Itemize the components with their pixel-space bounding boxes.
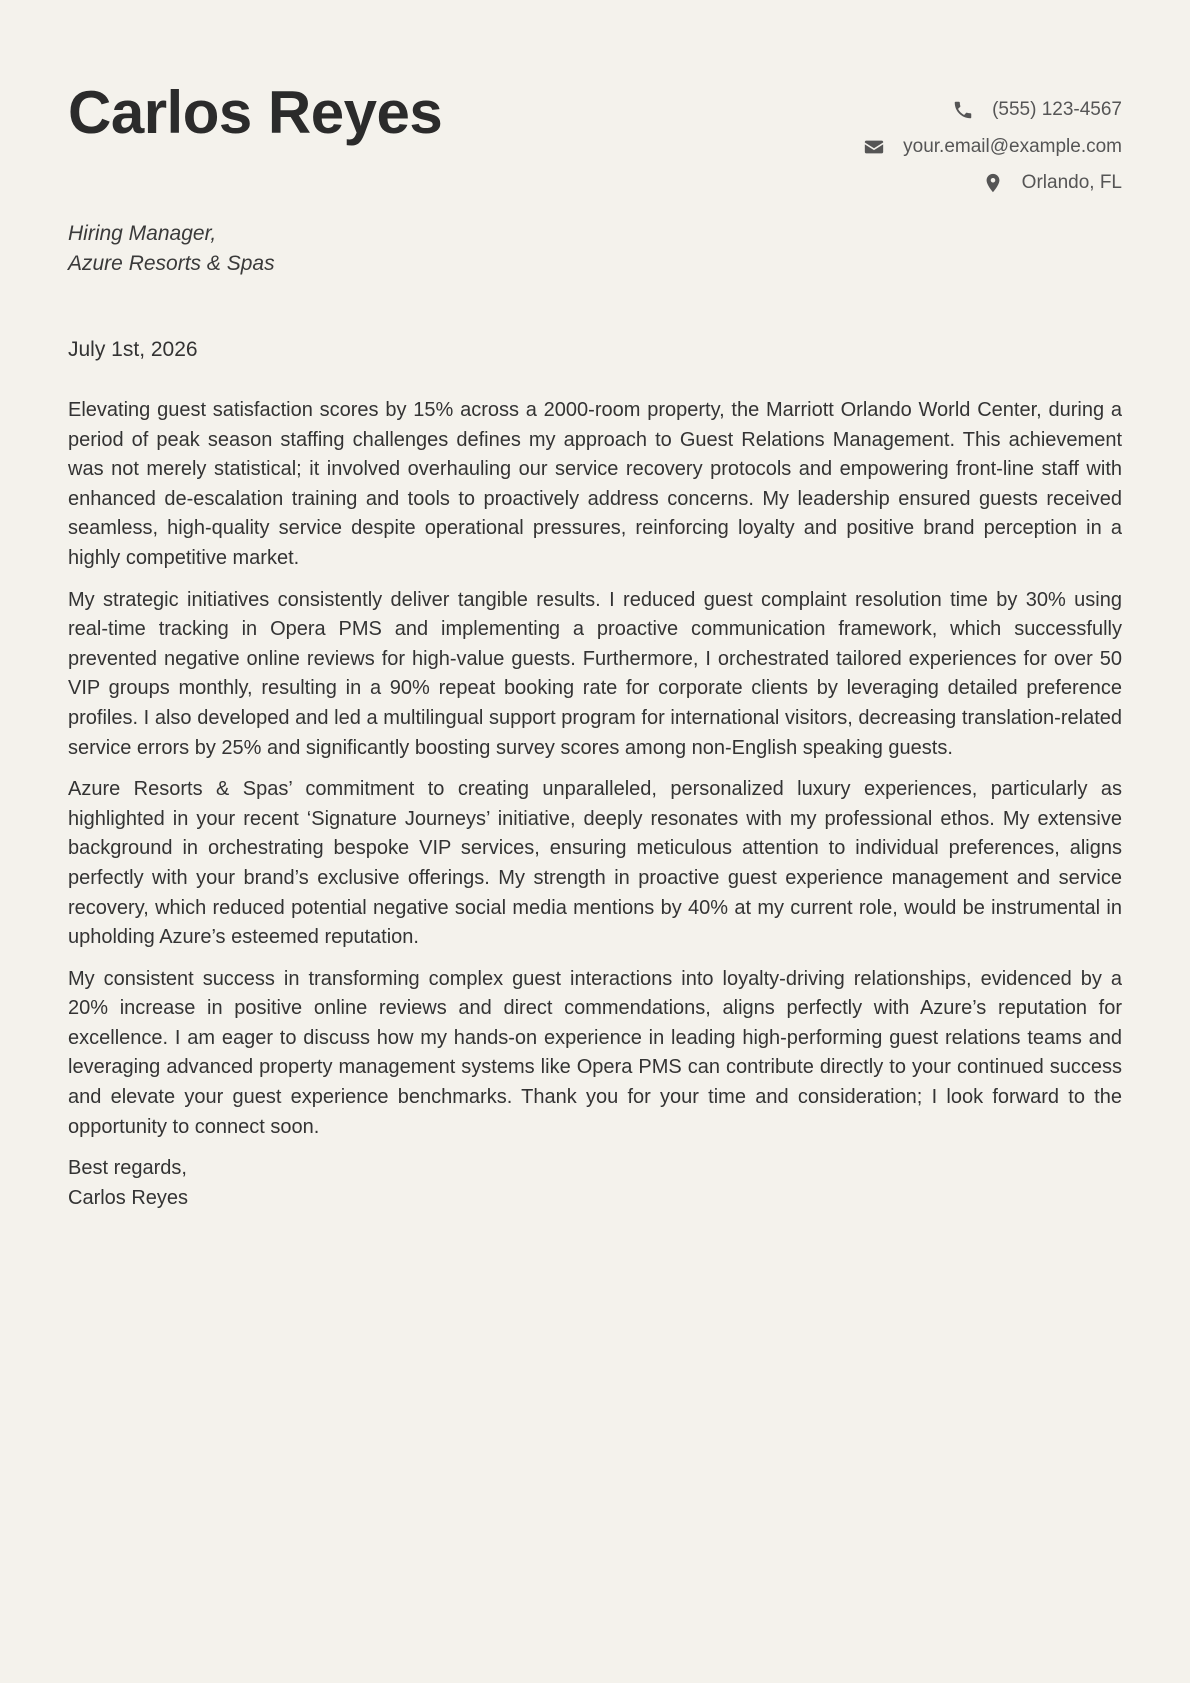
closing-signature: Carlos Reyes [68, 1186, 189, 1209]
recipient-block [68, 219, 275, 279]
contact-email [863, 129, 1122, 166]
body-paragraph: My strategic initiatives consistently deliver tangible results. I reduced guest complaint resolution time by 30% using real-time tracking in Opera PMS and implementing a proactive communication framework, which successfully prevented negative online reviews for high-value guests. Furthermore, I orchestrated tailored experiences for over 50 VIP groups monthly, resulting in a 90% repeat booking rate for corporate clients by leveraging detailed preference profiles. I also developed and led a multilingual support program for international visitors, decreasing translation-related service errors by 25% and significantly boosting survey scores among non-English speaking guests. [68, 588, 1122, 759]
location-text: Orlando, FL [1021, 172, 1122, 194]
phone-icon [952, 99, 974, 121]
contact-phone [863, 92, 1122, 129]
closing-block [68, 1154, 1122, 1213]
body-paragraph: Elevating guest satisfaction scores by 15% across a 2000-room property, the Marriott Orlando World Center, during a period of peak season staffing challenges defines my approach to Guest Relations Management. This achievement was not merely statistical; it involved overhauling our service recovery protocols and empowering front-line staff with enhanced de-escalation training and tools to proactively address concerns. My leadership ensured guests received seamless, high-quality service despite operational pressures, reinforcing loyalty and positive brand perception in a highly competitive market. [68, 399, 1122, 569]
phone-text: (555) 123-4567 [992, 99, 1122, 121]
letter-date: July 1st, 2026 [68, 338, 198, 361]
envelope-icon [863, 136, 885, 158]
applicant-name: Carlos Reyes [68, 79, 443, 146]
closing-salutation: Best regards, [68, 1157, 187, 1180]
recipient-company: Azure Resorts & Spas [68, 252, 275, 275]
body-paragraph: My consistent success in transforming complex guest interactions into loyalty-driving relationships, evidenced by a 20% increase in positive online reviews and direct commendations, aligns perfectly with Azure’s reputation for excellence. I am eager to discuss how my hands-on experience in leading high-performing guest relations teams and leveraging advanced property management systems like Opera PMS can contribute directly to your continued success and elevate your guest experience benchmarks. Thank you for your time and consideration; I look forward to the opportunity to connect soon. [68, 967, 1122, 1138]
contact-info [863, 92, 1122, 202]
map-pin-icon [982, 172, 1004, 194]
body-paragraph: Azure Resorts & Spas’ commitment to creating unparalleled, personalized luxury experiences, particularly as highlighted in your recent ‘Signature Journeys’ initiative, deeply resonates with my professional ethos. My extensive background in orchestrating bespoke VIP services, ensuring meticulous attention to individual preferences, aligns perfectly with your brand’s exclusive offerings. My strength in proactive guest experience management and service recovery, which reduced potential negative social media mentions by 40% at my current role, would be instrumental in upholding Azure’s esteemed reputation. [68, 778, 1122, 949]
contact-location [863, 165, 1122, 202]
letter-header [68, 0, 1122, 200]
letter-body [68, 396, 1122, 1213]
email-text: your.email@example.com [903, 135, 1122, 157]
recipient-title: Hiring Manager, [68, 222, 217, 245]
